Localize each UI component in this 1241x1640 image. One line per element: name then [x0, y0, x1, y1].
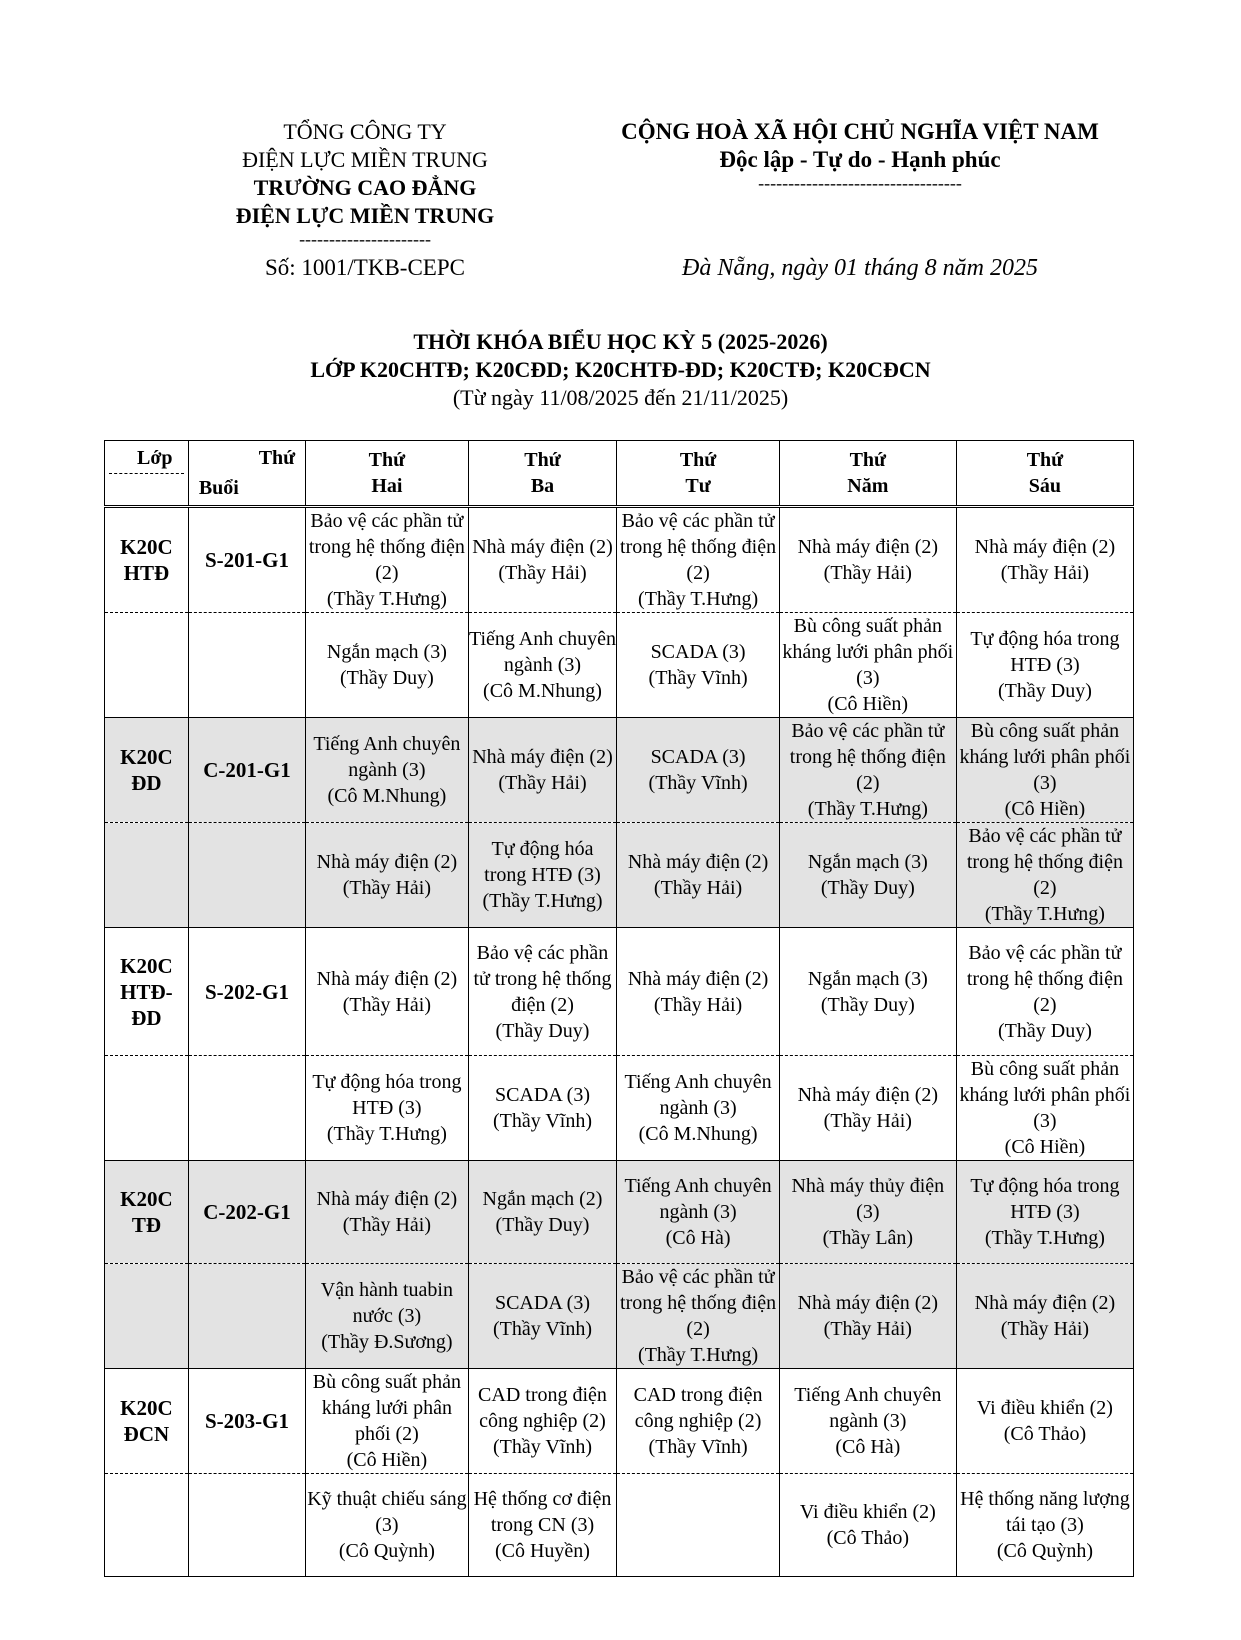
lesson-cell [306, 1369, 468, 1474]
lesson-teacher: (Thầy Duy) [495, 1214, 590, 1236]
header-day-fri: Thứ Sáu [956, 441, 1133, 507]
lesson-subject: Tiếng Anh chuyên ngành (3) [794, 1384, 942, 1432]
class-name-cell [105, 718, 189, 823]
lesson-subject: Ngắn mạch (3) [807, 967, 928, 990]
lesson-teacher: (Thầy Vĩnh) [648, 667, 748, 689]
lesson-subject: Nhà máy điện (2) [797, 536, 939, 558]
class-name-cell [105, 1161, 189, 1264]
room-cell-empty [188, 1264, 305, 1369]
table-row [105, 507, 1134, 613]
lesson-cell [779, 613, 956, 718]
lesson-teacher: (Cô Quỳnh) [996, 1540, 1093, 1562]
lesson-subject: Bảo vệ các phần tử trong hệ thống điện (2) [620, 1266, 777, 1340]
lesson-teacher: (Thầy Hải) [653, 877, 743, 899]
header-thu-label: Thứ [258, 447, 296, 469]
class-name-cell [105, 1369, 189, 1474]
lesson-cell [468, 718, 617, 823]
lesson-teacher: (Thầy Lân) [822, 1227, 914, 1249]
class-name-line: ĐD [131, 771, 162, 795]
lesson-teacher: (Thầy Vĩnh) [492, 1436, 593, 1458]
class-name-cell-empty [105, 1264, 189, 1369]
table-row [105, 613, 1134, 718]
lesson-cell [306, 1056, 468, 1161]
title-line-2: LỚP K20CHTĐ; K20CĐD; K20CHTĐ-ĐD; K20CTĐ; K20CĐCN [310, 357, 931, 382]
lesson-teacher: (Thầy Hải) [498, 562, 587, 584]
lesson-subject: Hệ thống năng lượng tái tạo (3) [960, 1488, 1130, 1536]
room-label: S-202-G1 [205, 979, 289, 1004]
header-buoi-label: Buổi [198, 477, 239, 499]
table-row [105, 1264, 1134, 1369]
lesson-teacher: (Cô Thảo) [826, 1527, 910, 1549]
lesson-cell [956, 1474, 1133, 1577]
lesson-cell [306, 507, 468, 613]
lesson-subject: Ngắn mạch (2) [482, 1188, 603, 1210]
header-day-tue: Thứ Ba [468, 441, 617, 507]
room-label: C-201-G1 [203, 758, 291, 782]
lesson-cell [779, 823, 956, 928]
header-day-mon: Thứ Hai [306, 441, 468, 507]
room-label: S-203-G1 [205, 1409, 289, 1433]
lesson-teacher: (Thầy Hải) [342, 1214, 432, 1236]
issuer-block [190, 118, 540, 248]
lesson-cell [617, 1161, 779, 1264]
lesson-cell [468, 1161, 617, 1264]
lesson-cell [468, 928, 617, 1056]
lesson-subject: Tiếng Anh chuyên ngành (3) [468, 628, 616, 676]
lesson-cell [617, 1056, 779, 1161]
lesson-cell [956, 507, 1133, 613]
lesson-teacher: (Thầy T.Hưng) [326, 1123, 447, 1145]
title-date-range: (Từ ngày 11/08/2025 đến 21/11/2025) [452, 385, 789, 410]
lesson-teacher: (Thầy T.Hưng) [326, 588, 447, 610]
national-heading [590, 118, 1130, 192]
lesson-teacher: (Thầy T.Hưng) [482, 890, 603, 912]
lesson-subject: Bảo vệ các phần tử trong hệ thống điện (2) [308, 510, 465, 584]
issuer-divider: ---------------------- [299, 229, 431, 249]
room-cell [188, 718, 305, 823]
lesson-cell [956, 1056, 1133, 1161]
lesson-cell [306, 1474, 468, 1577]
lesson-teacher: (Thầy Đ.Sương) [321, 1331, 453, 1353]
lesson-subject: Nhà máy điện (2) [797, 1084, 939, 1106]
class-name-cell-empty [105, 613, 189, 718]
lesson-cell [779, 507, 956, 613]
national-title: CỘNG HOÀ XÃ HỘI CHỦ NGHĨA VIỆT NAM [621, 119, 1099, 144]
class-name-line: K20C [120, 1187, 173, 1211]
lesson-subject: Nhà máy điện (2) [472, 536, 613, 558]
lesson-subject: Vận hành tuabin nước (3) [320, 1279, 453, 1327]
document-number: Số: 1001/TKB-CEPC [264, 255, 465, 280]
lesson-teacher: (Cô M.Nhung) [327, 785, 447, 807]
lesson-cell [617, 1369, 779, 1474]
room-cell [188, 507, 305, 613]
lesson-teacher: (Cô Hiền) [1004, 1136, 1086, 1158]
lesson-teacher: (Thầy Hải) [498, 772, 587, 794]
header-day-thu: Thứ Năm [779, 441, 956, 507]
header-lop [105, 441, 189, 507]
class-name-cell-empty [105, 823, 189, 928]
lesson-subject: Ngắn mạch (3) [807, 851, 928, 873]
class-name-line: HTĐ- [120, 979, 173, 1004]
lesson-subject: Hệ thống cơ điện trong CN (3) [473, 1488, 612, 1536]
lesson-cell [956, 1161, 1133, 1264]
lesson-cell [779, 928, 956, 1056]
lesson-subject: Bù công suất phản kháng lưới phân phối (3) [782, 615, 954, 689]
lesson-subject: Kỹ thuật chiếu sáng (3) [307, 1488, 467, 1536]
lesson-teacher: (Cô Hà) [665, 1227, 731, 1249]
lesson-teacher: (Thầy T.Hưng) [807, 798, 928, 820]
lesson-cell [468, 1474, 617, 1577]
room-cell [188, 928, 305, 1056]
lesson-subject: Bảo vệ các phần tử trong hệ thống điện (2) [966, 825, 1123, 899]
lesson-subject: Bảo vệ các phần tử trong hệ thống điện (2) [473, 941, 612, 1016]
lesson-subject: Nhà máy điện (2) [316, 967, 458, 990]
lesson-cell [468, 613, 617, 718]
issuer-school-2: ĐIỆN LỰC MIỀN TRUNG [235, 203, 495, 228]
lesson-subject: Nhà máy điện (2) [974, 1292, 1116, 1314]
lesson-subject: Tiếng Anh chuyên ngành (3) [624, 1175, 772, 1223]
lesson-cell [306, 1264, 468, 1369]
table-row [105, 718, 1134, 823]
table-row [105, 1474, 1134, 1577]
lesson-cell [956, 718, 1133, 823]
lesson-subject: SCADA (3) [650, 641, 746, 663]
class-name-cell [105, 928, 189, 1056]
lesson-cell [306, 823, 468, 928]
lesson-teacher: (Thầy T.Hưng) [638, 1344, 759, 1366]
table-row [105, 1369, 1134, 1474]
lesson-cell [306, 718, 468, 823]
issuer-school: TRƯỜNG CAO ĐẲNG [253, 175, 477, 200]
header-buoi [188, 441, 305, 507]
lesson-cell [956, 1369, 1133, 1474]
table-header-row [105, 441, 1134, 507]
lesson-cell [617, 1474, 779, 1577]
lesson-cell [779, 1056, 956, 1161]
lesson-cell [956, 1264, 1133, 1369]
room-cell [188, 1161, 305, 1264]
lesson-cell [617, 507, 779, 613]
lesson-subject: Nhà máy điện (2) [974, 536, 1116, 558]
lesson-teacher: (Cô Huyền) [494, 1540, 590, 1562]
lesson-subject: Nhà máy điện (2) [627, 967, 769, 990]
lesson-teacher: (Thầy T.Hưng) [984, 903, 1105, 925]
document-title [0, 328, 1241, 412]
lesson-subject: Tiếng Anh chuyên ngành (3) [624, 1071, 772, 1119]
lesson-teacher: (Cô Hà) [835, 1436, 901, 1458]
lesson-cell [468, 1264, 617, 1369]
lesson-cell [779, 1161, 956, 1264]
title-line-1: THỜI KHÓA BIỂU HỌC KỲ 5 (2025-2026) [413, 329, 828, 354]
lesson-cell [468, 1056, 617, 1161]
class-name-line: ĐCN [123, 1422, 170, 1446]
lesson-teacher: (Cô Quỳnh) [338, 1540, 435, 1562]
lesson-subject: Nhà máy điện (2) [472, 746, 613, 768]
lesson-cell [617, 928, 779, 1056]
lesson-cell [956, 928, 1133, 1056]
lesson-subject: Bảo vệ các phần tử trong hệ thống điện (2) [620, 510, 777, 584]
lesson-subject: SCADA (3) [494, 1292, 590, 1314]
class-name-line: K20C [120, 953, 173, 978]
lesson-cell [468, 507, 617, 613]
room-cell-empty [188, 613, 305, 718]
lesson-teacher: (Thầy Vĩnh) [648, 1436, 748, 1458]
header-lop-label: Lớp [137, 447, 173, 469]
issuer-parent-2: ĐIỆN LỰC MIỀN TRUNG [242, 147, 488, 172]
lesson-cell [617, 718, 779, 823]
lesson-subject: Nhà máy thủy điện (3) [791, 1175, 945, 1223]
lesson-subject: Vi điều khiển (2) [799, 1501, 936, 1523]
lesson-subject: Bảo vệ các phần tử trong hệ thống điện (2) [966, 941, 1123, 1016]
header-day-wed: Thứ Tư [617, 441, 779, 507]
lesson-subject: Ngắn mạch (3) [326, 641, 447, 663]
national-divider: ---------------------------------- [758, 173, 962, 193]
lesson-teacher: (Thầy Duy) [998, 680, 1092, 702]
lesson-subject: Tiếng Anh chuyên ngành (3) [313, 733, 461, 781]
class-name-line: K20C [120, 1396, 173, 1420]
table-row [105, 1161, 1134, 1264]
table-row [105, 928, 1134, 1056]
lesson-cell [779, 1369, 956, 1474]
lesson-teacher: (Thầy Hải) [653, 993, 743, 1016]
lesson-subject: Bù công suất phản kháng lưới phân phối (3) [959, 1058, 1131, 1132]
room-cell-empty [188, 823, 305, 928]
class-name-cell-empty [105, 1474, 189, 1577]
room-label: C-202-G1 [203, 1200, 291, 1224]
national-motto: Độc lập - Tự do - Hạnh phúc [719, 147, 1001, 172]
lesson-teacher: (Cô Hiền) [346, 1449, 428, 1471]
lesson-cell [617, 823, 779, 928]
lesson-cell [779, 1474, 956, 1577]
lesson-teacher: (Cô M.Nhung) [638, 1123, 758, 1145]
lesson-teacher: (Cô Hiền) [827, 693, 909, 715]
lesson-cell [468, 1369, 617, 1474]
lesson-teacher: (Thầy Vĩnh) [648, 772, 748, 794]
lesson-subject: Nhà máy điện (2) [316, 851, 458, 873]
lesson-teacher: (Thầy Duy) [339, 667, 434, 689]
class-name-cell-empty [105, 1056, 189, 1161]
room-cell-empty [188, 1474, 305, 1577]
class-name-line: HTĐ [123, 561, 170, 585]
lesson-teacher: (Thầy Duy) [820, 993, 915, 1016]
lesson-cell [956, 823, 1133, 928]
lesson-teacher: (Thầy Duy) [495, 1019, 590, 1042]
lesson-subject: Nhà máy điện (2) [316, 1188, 458, 1210]
lesson-teacher: (Thầy Hải) [1000, 1318, 1090, 1340]
document-date: Đà Nẵng, ngày 01 tháng 8 năm 2025 [682, 255, 1038, 281]
lesson-subject: SCADA (3) [494, 1084, 590, 1106]
lesson-subject: Bảo vệ các phần tử trong hệ thống điện (2) [789, 720, 946, 794]
lesson-teacher: (Thầy Hải) [823, 1110, 912, 1132]
lesson-cell [779, 718, 956, 823]
timetable [104, 440, 1134, 1577]
lesson-subject: CAD trong điện công nghiệp (2) [633, 1384, 763, 1432]
lesson-cell [306, 1161, 468, 1264]
lesson-teacher: (Thầy Duy) [998, 1019, 1092, 1042]
lesson-teacher: (Thầy Vĩnh) [492, 1318, 593, 1340]
room-cell-empty [188, 1056, 305, 1161]
table-row [105, 823, 1134, 928]
class-name-line: TĐ [131, 1213, 161, 1237]
lesson-cell [306, 613, 468, 718]
room-cell [188, 1369, 305, 1474]
lesson-teacher: (Thầy Hải) [823, 1318, 912, 1340]
lesson-teacher: (Thầy T.Hưng) [638, 588, 759, 610]
lesson-cell [617, 613, 779, 718]
class-name-line: K20C [120, 745, 173, 769]
lesson-teacher: (Thầy Hải) [342, 993, 432, 1016]
lesson-subject: CAD trong điện công nghiệp (2) [478, 1384, 607, 1432]
lesson-teacher: (Cô M.Nhung) [483, 680, 602, 702]
lesson-subject: Tự động hóa trong HTĐ (3) [312, 1071, 462, 1119]
table-row [105, 1056, 1134, 1161]
lesson-teacher: (Thầy T.Hưng) [984, 1227, 1105, 1249]
room-label: S-201-G1 [205, 548, 289, 572]
lesson-subject: Bù công suất phản kháng lưới phân phối (3) [959, 720, 1131, 794]
lesson-subject: Bù công suất phản kháng lưới phân phối (2) [312, 1371, 462, 1445]
lesson-subject: Nhà máy điện (2) [797, 1292, 939, 1314]
lesson-cell [306, 928, 468, 1056]
lesson-teacher: (Thầy Hải) [823, 562, 912, 584]
lesson-subject: Vi điều khiển (2) [976, 1397, 1113, 1419]
lesson-subject: Tự động hóa trong HTĐ (3) [484, 838, 601, 886]
issuer-parent: TỔNG CÔNG TY [283, 119, 447, 144]
lesson-subject: Nhà máy điện (2) [627, 851, 769, 873]
lesson-cell [617, 1264, 779, 1369]
lesson-teacher: (Thầy Vĩnh) [492, 1110, 593, 1132]
lesson-cell [779, 1264, 956, 1369]
lesson-subject: SCADA (3) [650, 746, 746, 768]
lesson-subject: Tự động hóa trong HTĐ (3) [970, 1175, 1120, 1223]
lesson-teacher: (Thầy Hải) [1000, 562, 1090, 584]
lesson-subject: Tự động hóa trong HTĐ (3) [970, 628, 1120, 676]
lesson-cell [956, 613, 1133, 718]
lesson-teacher: (Thầy Duy) [820, 877, 915, 899]
lesson-teacher: (Thầy Hải) [342, 877, 432, 899]
class-name-cell [105, 507, 189, 613]
class-name-line: ĐD [131, 1005, 162, 1030]
lesson-teacher: (Cô Hiền) [1004, 798, 1086, 820]
lesson-teacher: (Cô Thảo) [1003, 1423, 1087, 1445]
lesson-cell [468, 823, 617, 928]
class-name-line: K20C [120, 535, 173, 559]
